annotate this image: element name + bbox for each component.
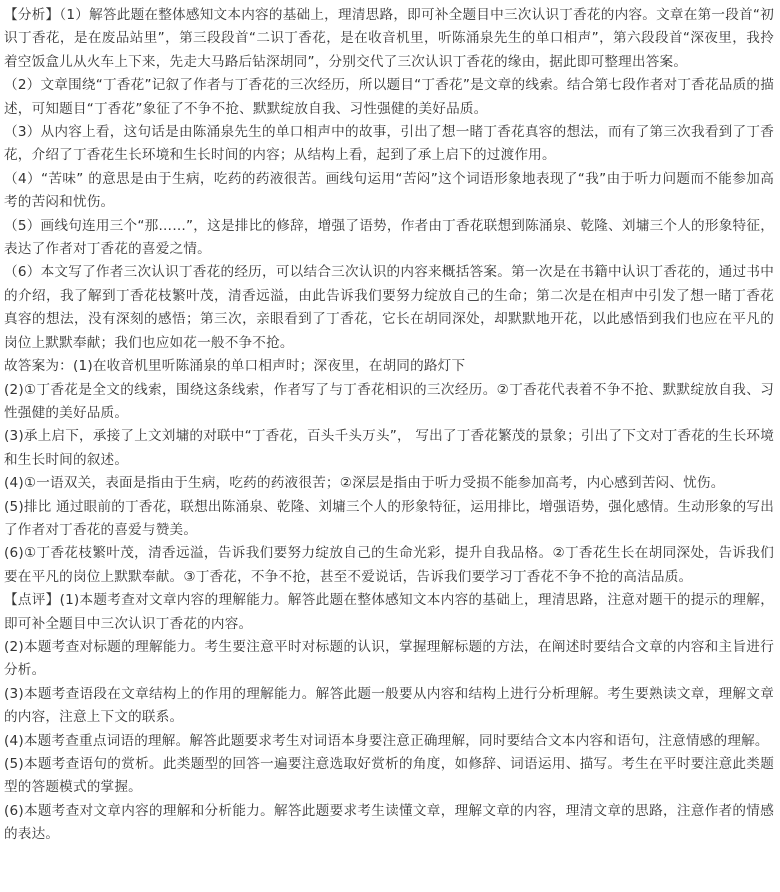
comment-text: (1)本题考查对文章内容的理解能力。解答此题在整体感知文本内容的基础上，理清思路，注意对题干的提示的理解，即可补全题目中三次认识丁香花的内容。	[4, 592, 774, 632]
answer-paragraph-4: (4)①一语双关，表面是指由于生病，吃药的药液很苦；②深层是指由于听力受损不能参加高考，内心感到苦闷、忧伤。	[4, 475, 725, 492]
analysis-paragraph-5: （5）画线句连用三个“那……”，这是排比的修辞，增强了语势，作者由丁香花联想到陈涌泉、乾隆、刘墉三个人的形象特征，表达了作者对丁香花的喜爱之情。	[4, 217, 774, 258]
answer-paragraph-6: (6)①丁香花枝繁叶茂，清香远溢，告诉我们要努力绽放自己的生命光彩，提升自我品格。②丁香花生长在胡同深处，告诉我们要在平凡的岗位上默默奉献。③丁香花，不争不抢，甚至不爱说话，告诉我们要学习丁香花不争不抢的高洁品质。	[4, 545, 774, 585]
analysis-paragraph-3: （3）从内容上看，这句话是由陈涌泉先生的单口相声中的故事，引出了想一睹丁香花真容的想法，而有了第三次我看到了丁香花，介绍了丁香花生长环境和生长时间的内容；从结构上看，起到了承上启下的过渡作用。	[4, 124, 774, 164]
comment-section	[4, 589, 774, 846]
answer-paragraph-5: (5)排比 通过眼前的丁香花，联想出陈涌泉、乾隆、刘墉三个人的形象特征，运用排比，增强语势，强化感情。生动形象的写出了作者对丁香花的喜爱与赞美。	[4, 498, 774, 538]
analysis-paragraph-4: （4）“苦味” 的意思是由于生病，吃药的药液很苦。画线句运用“苦闷”这个词语形象地表现了“我”由于听力问题而不能参加高考的苦闷和忧伤。	[4, 170, 774, 211]
analysis-section	[4, 4, 774, 355]
answer-paragraph-3: (3)承上启下，承接了上文刘墉的对联中“丁香花，百头千头万头”， 写出了丁香花繁茂的景象；引出了下文对丁香花的生长环境和生长时间的叙述。	[4, 428, 774, 468]
answer-section	[4, 355, 774, 589]
comment-label: 【点评】	[4, 592, 60, 609]
comment-paragraph-4: (4)本题考查重点词语的理解。解答此题要求考生对词语本身要注意正确理解，同时要结合文本内容和语句，注意情感的理解。	[4, 732, 769, 749]
comment-paragraph-1	[4, 589, 774, 636]
answer-paragraph-1: 故答案为：(1)在收音机里听陈涌泉的单口相声时；深夜里，在胡同的路灯下	[4, 358, 466, 375]
analysis-label: 【分析】	[4, 7, 60, 23]
analysis-paragraph-2: （2）文章围绕“丁香花”记叙了作者与丁香花的三次经历，所以题目“丁香花”是文章的线索。结合第七段作者对丁香花品质的描述，可知题目“丁香花”象征了不争不抢、默默绽放自我、习性强健的美好品质。	[4, 77, 774, 117]
comment-paragraph-5: (5)本题考查语句的赏析。此类题型的回答一遍要注意选取好赏析的角度，如修辞、词语运用、描写。考生在平时要注意此类题型的答题模式的掌握。	[4, 756, 774, 796]
comment-paragraph-3: (3)本题考查语段在文章结构上的作用的理解能力。解答此题一般要从内容和结构上进行分析理解。考生要熟读文章，理解文章的内容，注意上下文的联系。	[4, 685, 774, 726]
comment-paragraph-6: (6)本题考查对文章内容的理解和分析能力。解答此题要求考生读懂文章，理解文章的内容，理清文章的思路，注意作者的情感的表达。	[4, 802, 774, 843]
comment-paragraph-2: (2)本题考查对标题的理解能力。考生要注意平时对标题的认识，掌握理解标题的方法，在阐述时要结合文章的内容和主旨进行分析。	[4, 638, 774, 679]
analysis-paragraph-6: （6）本文写了作者三次认识丁香花的经历，可以结合三次认识的内容来概括答案。第一次是在书籍中认识丁香花的，通过书中的介绍，我了解到丁香花枝繁叶茂，清香远溢，由此告诉我们要努力绽放自己的生命；第二次是在相声中引发了想一睹丁香花真容的想法，没有深刻的感悟；第三次，亲眼看到了丁香花，它长在胡同深处，却默默地开花，以此感悟到我们也应在平凡的岗位上默默奉献；我们也应如花一般不争不抢。	[4, 264, 774, 351]
analysis-paragraph-1	[4, 4, 774, 74]
answer-paragraph-2: (2)①丁香花是全文的线索，围绕这条线索，作者写了与丁香花相识的三次经历。②丁香花代表着不争不抢、默默绽放自我、习性强健的美好品质。	[4, 381, 774, 421]
analysis-text: （1）解答此题在整体感知文本内容的基础上，理清思路，即可补全题目中三次认识丁香花的内容。文章在第一段首“初识丁香花，是在废品站里”，第三段段首“二识丁香花，是在收音机里，听陈涌泉先生的单口相声”，第六段段首“深夜里，我拎着空饭盒儿从火车上下来，先走大马路后钻深胡同”，分别交代了三次认识丁香花的缘由，据此即可整理出答案。	[4, 7, 774, 70]
